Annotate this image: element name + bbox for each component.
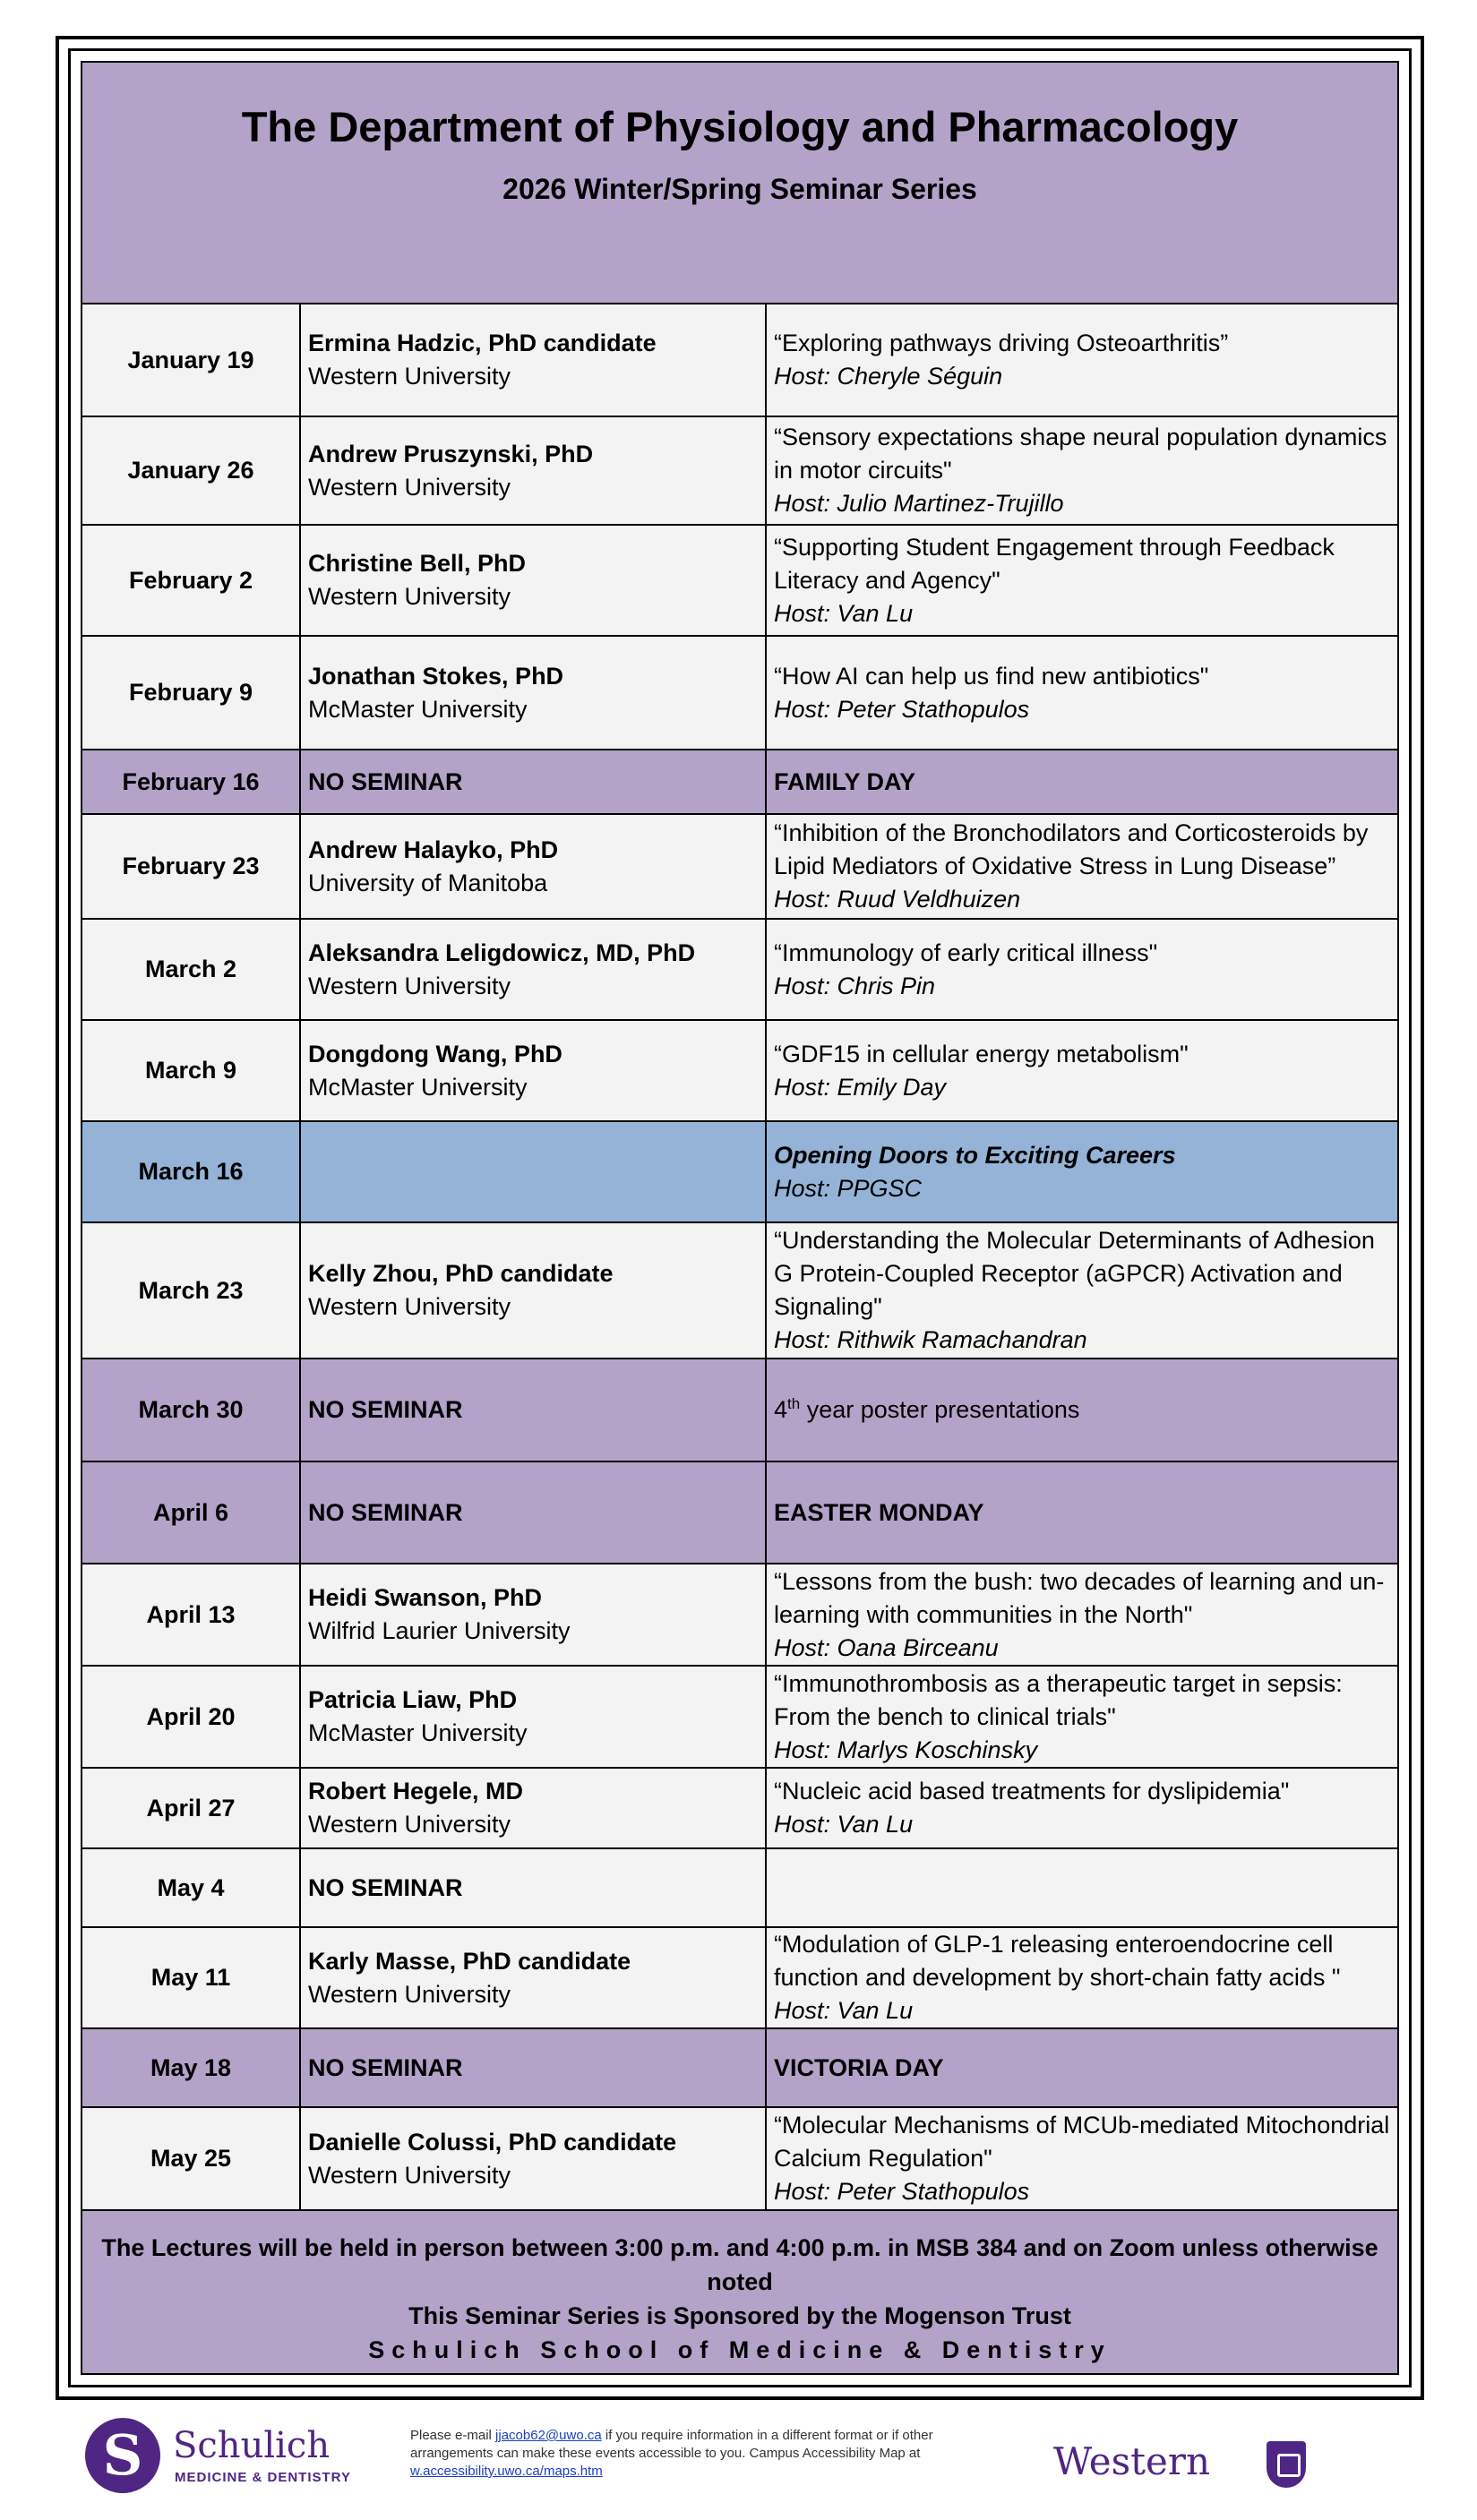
talk-host: Host: Marlys Koschinsky: [774, 1736, 1038, 1763]
seminar-schedule-table: [82, 304, 1397, 2211]
talk-title: “Lessons from the bush: two decades of learning and un-learning with communities in the North": [774, 1567, 1385, 1628]
speaker-cell: [300, 1222, 766, 1359]
schulich-subtitle: MEDICINE & DENTISTRY: [175, 2470, 351, 2485]
speaker-affiliation: Western University: [308, 2161, 511, 2189]
speaker-cell: [300, 1359, 766, 1461]
table-row: [82, 1848, 1397, 1927]
holiday-label: EASTER MONDAY: [774, 1498, 984, 1526]
table-row: [82, 814, 1397, 919]
poster-footer: [82, 2211, 1397, 2367]
speaker-cell: [300, 1121, 766, 1222]
speaker-cell: [300, 2107, 766, 2210]
poster-frame-inner: [68, 48, 1412, 2387]
talk-cell: [766, 2107, 1397, 2210]
date-cell: March 30: [82, 1359, 300, 1461]
talk-host: Host: Cheryle Séguin: [774, 363, 1003, 390]
talk-title: “Supporting Student Engagement through Feedback Literacy and Agency": [774, 533, 1335, 594]
speaker-cell: [300, 525, 766, 636]
date-cell: May 25: [82, 2107, 300, 2210]
holiday-label: FAMILY DAY: [774, 767, 916, 795]
page-subtitle: 2026 Winter/Spring Seminar Series: [502, 173, 977, 205]
poster-frame: [56, 36, 1424, 2400]
schulich-s-icon: S: [85, 2418, 160, 2493]
talk-title: “GDF15 in cellular energy metabolism": [774, 1040, 1189, 1067]
no-seminar-label: NO SEMINAR: [308, 2053, 463, 2081]
speaker-name: Robert Hegele, MD: [308, 1778, 524, 1804]
table-row: [82, 1020, 1397, 1121]
holiday-label: VICTORIA DAY: [774, 2053, 944, 2081]
talk-title: “Inhibition of the Bronchodilators and Corticosteroids by Lipid Mediators of Oxidative Stress in Lung Disease”: [774, 819, 1369, 879]
talk-cell: [766, 919, 1397, 1020]
date-cell: March 2: [82, 919, 300, 1020]
speaker-cell: [300, 1927, 766, 2028]
table-row: [82, 750, 1397, 814]
speaker-affiliation: University of Manitoba: [308, 869, 548, 896]
poster-sheet: [81, 61, 1399, 2375]
talk-cell: [766, 1359, 1397, 1461]
date-cell: March 16: [82, 1121, 300, 1222]
speaker-name: Christine Bell, PhD: [308, 550, 527, 577]
talk-cell: [766, 304, 1397, 416]
table-row: [82, 1121, 1397, 1222]
speaker-cell: [300, 304, 766, 416]
speaker-affiliation: McMaster University: [308, 695, 528, 723]
talk-cell: [766, 1848, 1397, 1927]
talk-title: “Immunothrombosis as a therapeutic target in sepsis: From the bench to clinical trials": [774, 1669, 1343, 1730]
poster-header: [82, 63, 1397, 304]
speaker-cell: [300, 750, 766, 814]
speaker-name: Karly Masse, PhD candidate: [308, 1947, 631, 1975]
no-seminar-label: NO SEMINAR: [308, 767, 463, 795]
talk-title: “Sensory expectations shape neural population dynamics in motor circuits": [774, 424, 1387, 484]
speaker-cell: [300, 1564, 766, 1666]
talk-cell: [766, 1222, 1397, 1359]
talk-host: Host: Ruud Veldhuizen: [774, 886, 1021, 913]
talk-cell: [766, 1020, 1397, 1121]
speaker-name: Kelly Zhou, PhD candidate: [308, 1260, 614, 1287]
date-cell: April 27: [82, 1768, 300, 1848]
western-logo: [1053, 2439, 1322, 2493]
talk-cell: [766, 1121, 1397, 1222]
accessibility-notice: Please e-mail jjacob62@uwo.ca if you require information in a different format or if other arrangements can make these events accessible to you. Campus Accessibility Map at w.accessibility.uwo.ca/maps.htm: [410, 2428, 933, 2479]
table-row: [82, 1927, 1397, 2028]
speaker-cell: [300, 1020, 766, 1121]
email-link[interactable]: jjacob62@uwo.ca: [495, 2428, 602, 2443]
date-cell: May 18: [82, 2028, 300, 2107]
date-cell: February 9: [82, 636, 300, 750]
speaker-name: Dongdong Wang, PhD: [308, 1040, 562, 1067]
date-cell: February 23: [82, 814, 300, 919]
talk-cell: [766, 416, 1397, 525]
talk-title: “Modulation of GLP-1 releasing enteroendocrine cell function and development by short-chain fatty acids ": [774, 1931, 1341, 1991]
school-name: Schulich School of Medicine & Dentistry: [368, 2336, 1112, 2363]
talk-host: Host: Julio Martinez-Trujillo: [774, 490, 1064, 517]
location-note: The Lectures will be held in person between 3:00 p.m. and 4:00 p.m. in MSB 384 and on Zoom unless otherwise noted: [101, 2234, 1378, 2295]
talk-cell: [766, 1666, 1397, 1768]
talk-host: Host: Van Lu: [774, 1997, 914, 2024]
table-row: [82, 636, 1397, 750]
speaker-affiliation: Western University: [308, 1293, 511, 1320]
speaker-affiliation: Wilfrid Laurier University: [308, 1617, 571, 1644]
talk-host: Host: Peter Stathopulos: [774, 2178, 1030, 2205]
date-cell: April 20: [82, 1666, 300, 1768]
talk-host: Host: Rithwik Ramachandran: [774, 1326, 1087, 1353]
table-row: [82, 1666, 1397, 1768]
talk-title: “Immunology of early critical illness": [774, 939, 1158, 966]
no-seminar-label: NO SEMINAR: [308, 1396, 463, 1423]
date-cell: May 4: [82, 1848, 300, 1927]
poster-presentations-label: 4th year poster presentations: [774, 1395, 1080, 1423]
table-row: [82, 1768, 1397, 1848]
speaker-cell: [300, 1666, 766, 1768]
speaker-name: Ermina Hadzic, PhD candidate: [308, 330, 657, 356]
talk-cell: [766, 1564, 1397, 1666]
speaker-cell: [300, 814, 766, 919]
table-row: [82, 1461, 1397, 1564]
speaker-name: Andrew Halayko, PhD: [308, 836, 559, 863]
bottom-bar: [0, 2409, 1477, 2520]
talk-cell: [766, 636, 1397, 750]
date-cell: April 6: [82, 1461, 300, 1564]
schulich-wordmark: Schulich: [173, 2425, 331, 2466]
date-cell: May 11: [82, 1927, 300, 2028]
talk-host: Host: Chris Pin: [774, 972, 936, 999]
talk-cell: [766, 750, 1397, 814]
speaker-cell: [300, 1768, 766, 1848]
date-cell: March 9: [82, 1020, 300, 1121]
speaker-affiliation: Western University: [308, 473, 511, 501]
speaker-affiliation: Western University: [308, 583, 511, 610]
page-title: The Department of Physiology and Pharmacology: [241, 103, 1239, 150]
no-seminar-label: NO SEMINAR: [308, 1873, 463, 1901]
table-row: [82, 525, 1397, 636]
speaker-affiliation: McMaster University: [308, 1073, 528, 1101]
talk-host: Host: Van Lu: [774, 599, 914, 627]
table-row: [82, 1222, 1397, 1359]
talk-title: “Nucleic acid based treatments for dyslipidemia": [774, 1778, 1290, 1804]
date-cell: April 13: [82, 1564, 300, 1666]
date-cell: February 2: [82, 525, 300, 636]
speaker-affiliation: Western University: [308, 1811, 511, 1838]
talk-cell: [766, 814, 1397, 919]
speaker-cell: [300, 1848, 766, 1927]
table-row: [82, 919, 1397, 1020]
speaker-affiliation: McMaster University: [308, 1719, 528, 1746]
speaker-affiliation: Western University: [308, 363, 511, 390]
speaker-affiliation: Western University: [308, 1980, 511, 2008]
table-row: [82, 1564, 1397, 1666]
date-cell: January 26: [82, 416, 300, 525]
talk-title: “Understanding the Molecular Determinants of Adhesion G Protein-Coupled Receptor (aGPCR) Activation and Signaling": [774, 1227, 1375, 1320]
speaker-name: Andrew Pruszynski, PhD: [308, 440, 594, 467]
schulich-logo: [85, 2418, 372, 2499]
table-row: [82, 304, 1397, 416]
speaker-name: Heidi Swanson, PhD: [308, 1584, 543, 1611]
speaker-cell: [300, 416, 766, 525]
table-row: [82, 2028, 1397, 2107]
talk-cell: [766, 2028, 1397, 2107]
table-row: [82, 2107, 1397, 2210]
speaker-name: Jonathan Stokes, PhD: [308, 662, 564, 690]
talk-cell: [766, 1768, 1397, 1848]
western-crest-icon: [1267, 2441, 1306, 2488]
date-cell: February 16: [82, 750, 300, 814]
talk-host: Host: Van Lu: [774, 1811, 914, 1838]
talk-title: “Exploring pathways driving Osteoarthritis”: [774, 330, 1229, 356]
talk-cell: [766, 1461, 1397, 1564]
speaker-cell: [300, 2028, 766, 2107]
sponsor-note: This Seminar Series is Sponsored by the Mogenson Trust: [408, 2302, 1071, 2329]
talk-host: Host: Emily Day: [774, 1073, 947, 1101]
talk-host: Host: Oana Birceanu: [774, 1633, 999, 1661]
talk-cell: [766, 525, 1397, 636]
speaker-name: Danielle Colussi, PhD candidate: [308, 2128, 677, 2156]
talk-cell: [766, 1927, 1397, 2028]
accessibility-map-link[interactable]: w.accessibility.uwo.ca/maps.htm: [410, 2464, 603, 2479]
talk-host: Host: PPGSC: [774, 1174, 923, 1202]
speaker-cell: [300, 919, 766, 1020]
speaker-cell: [300, 636, 766, 750]
speaker-cell: [300, 1461, 766, 1564]
speaker-name: Aleksandra Leligdowicz, MD, PhD: [308, 939, 696, 966]
date-cell: March 23: [82, 1222, 300, 1359]
no-seminar-label: NO SEMINAR: [308, 1498, 463, 1526]
table-row: [82, 1359, 1397, 1461]
speaker-name: Patricia Liaw, PhD: [308, 1686, 518, 1713]
table-row: [82, 416, 1397, 525]
talk-host: Host: Peter Stathopulos: [774, 695, 1030, 723]
talk-title: “Molecular Mechanisms of MCUb-mediated Mitochondrial Calcium Regulation": [774, 2112, 1390, 2172]
talk-title: “How AI can help us find new antibiotics": [774, 662, 1209, 690]
event-title: Opening Doors to Exciting Careers: [774, 1141, 1176, 1169]
date-cell: January 19: [82, 304, 300, 416]
western-wordmark: Western: [1053, 2439, 1211, 2483]
speaker-affiliation: Western University: [308, 972, 511, 999]
